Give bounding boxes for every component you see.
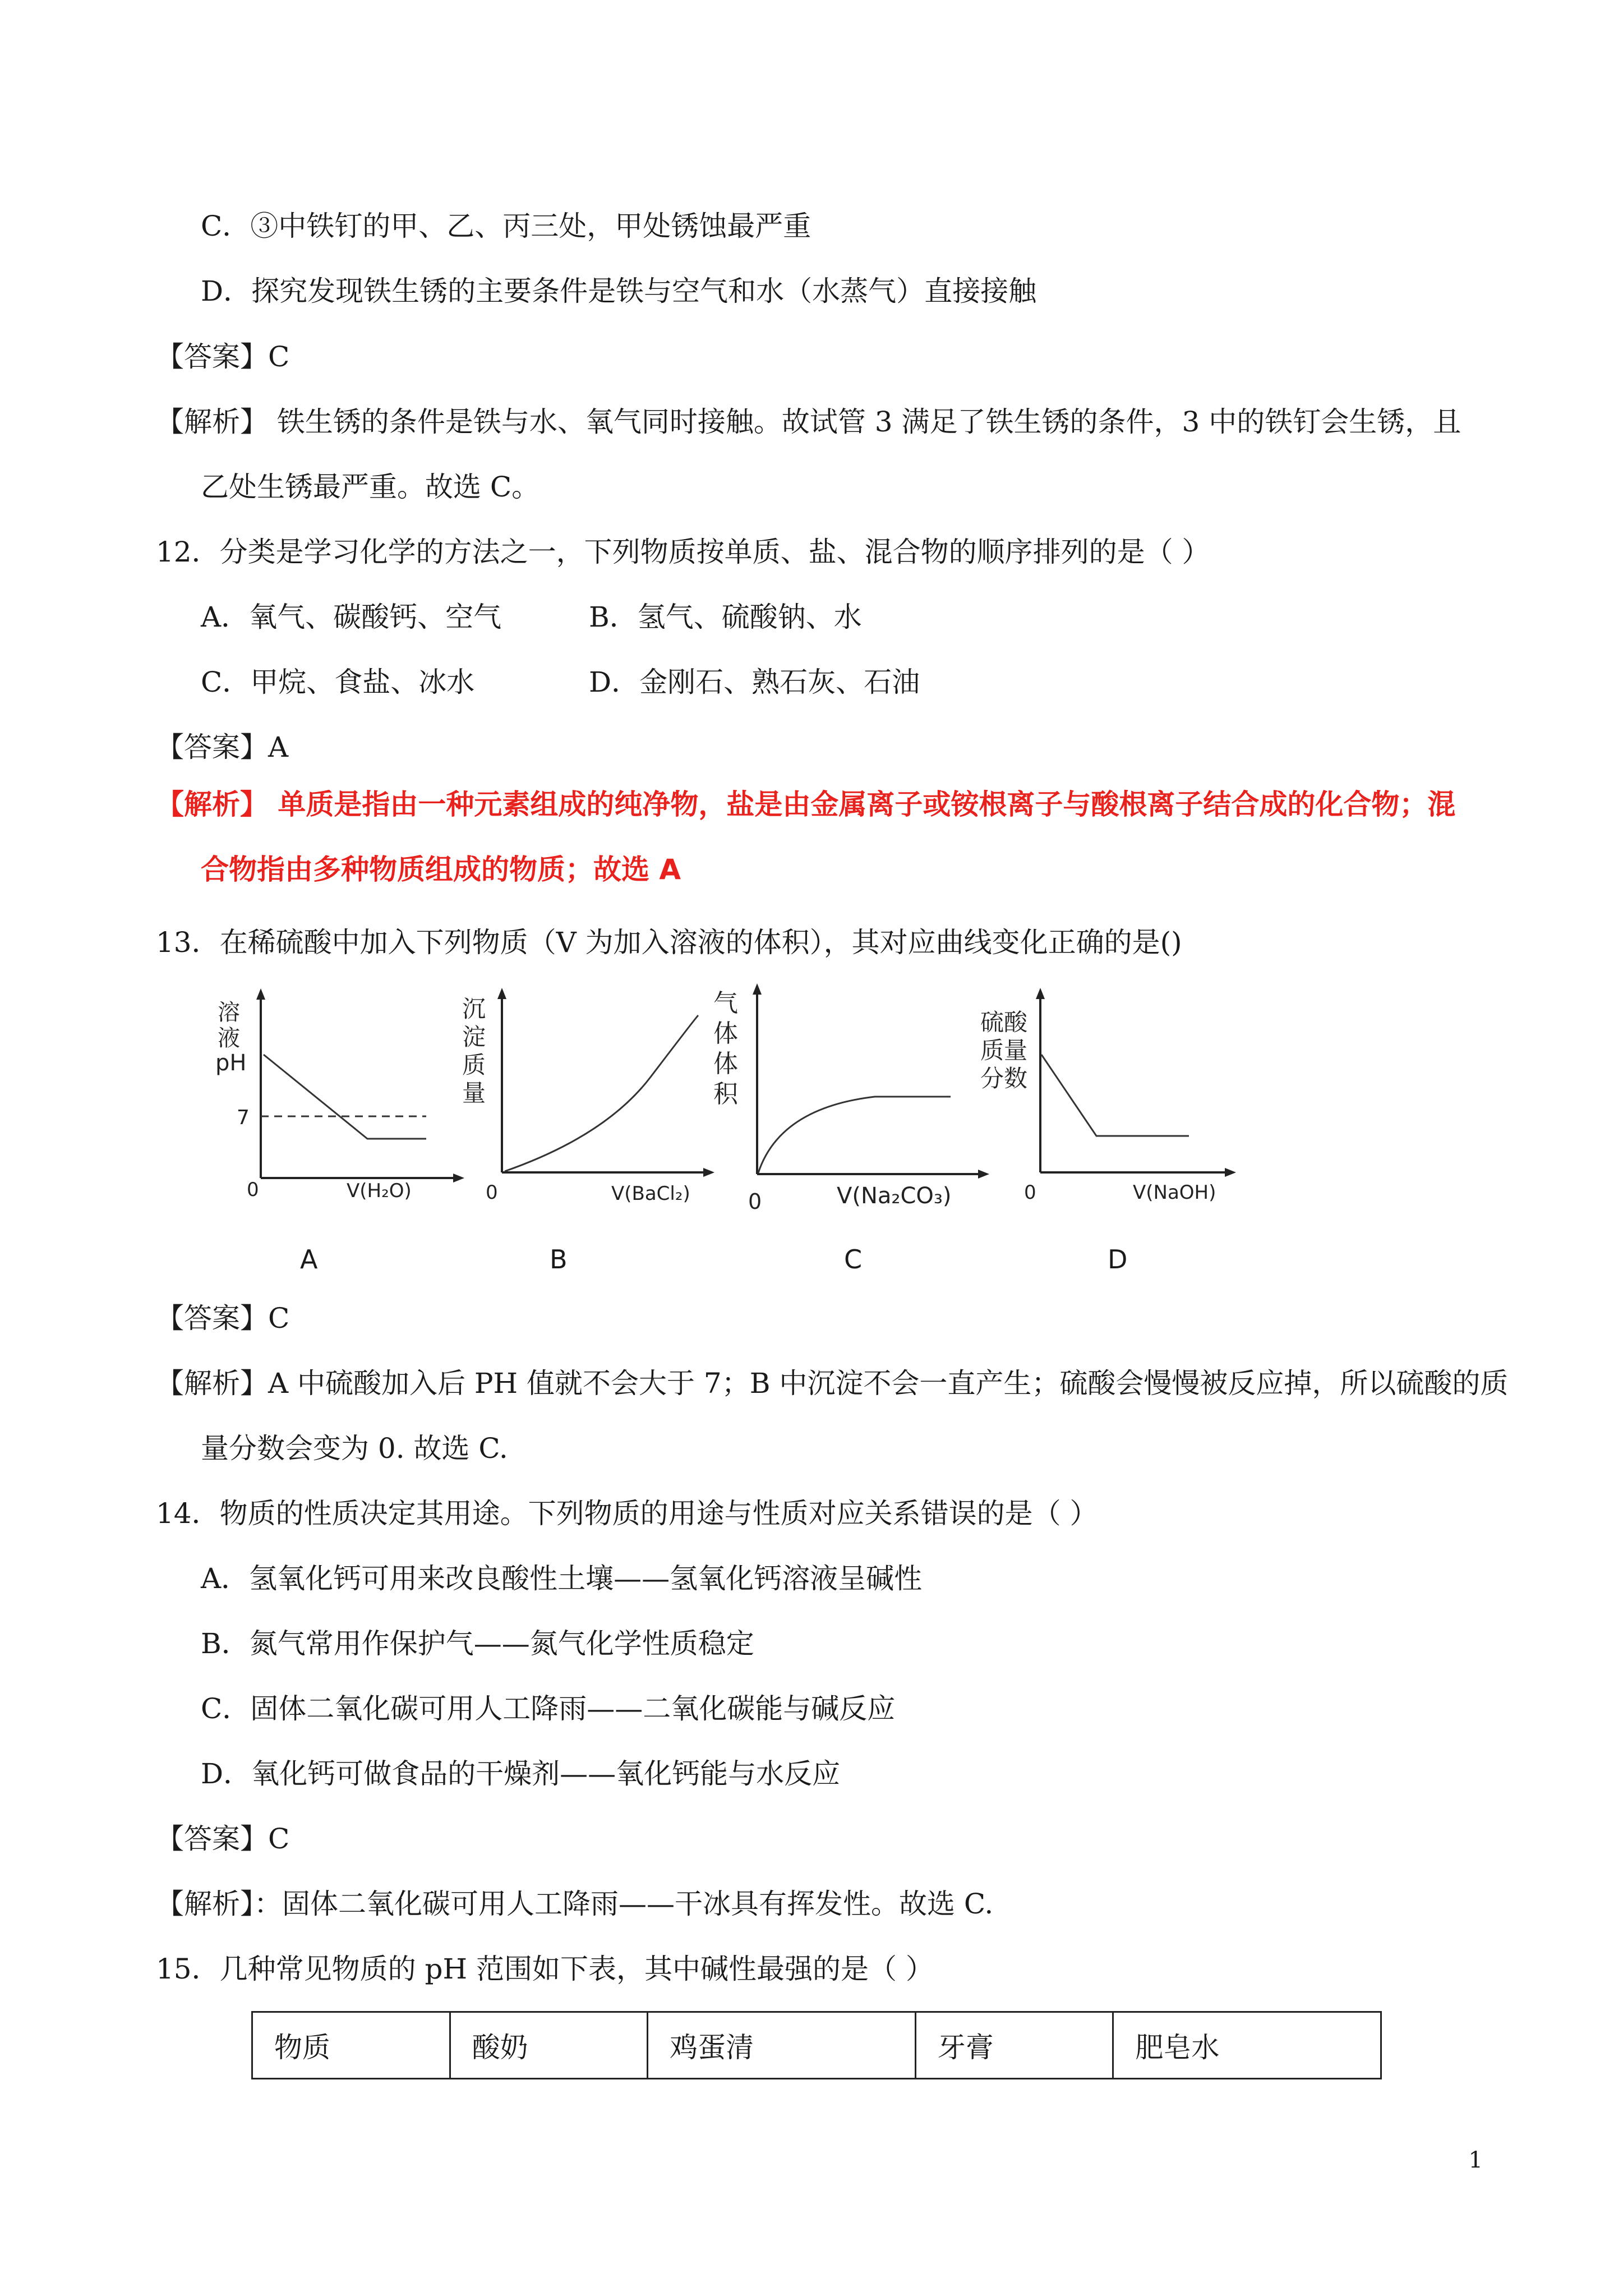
q11-answer: 【答案】C bbox=[156, 341, 290, 373]
q13-graph-d bbox=[965, 984, 1245, 1220]
graph-c-ylabel-1: 气 bbox=[713, 989, 738, 1018]
page-number: 1 bbox=[1468, 2147, 1483, 2173]
graph-c-origin: 0 bbox=[748, 1189, 762, 1214]
q13-answer: 【答案】C bbox=[156, 1302, 290, 1335]
q12-option-c: C．甲烷、食盐、冰水 bbox=[201, 666, 475, 698]
graph-b-curve bbox=[505, 1015, 698, 1171]
graph-caption-b: B bbox=[550, 1244, 568, 1274]
q13-stem: 13．在稀硫酸中加入下列物质（V 为加入溶液的体积），其对应曲线变化正确的是() bbox=[156, 926, 1182, 959]
graph-c-ylabel-2: 体 bbox=[713, 1019, 738, 1048]
q12-answer: 【答案】A bbox=[156, 731, 289, 763]
graph-c-ylabel-4: 积 bbox=[713, 1080, 738, 1108]
q11-option-c: C．③中铁钉的甲、乙、丙三处，甲处锈蚀最严重 bbox=[201, 210, 811, 242]
graph-a-tick-7: 7 bbox=[237, 1106, 250, 1129]
graph-a-ylabel-1: 溶 bbox=[218, 1000, 240, 1025]
q12-analysis-line1: 【解析】 单质是指由一种元素组成的纯净物，盐是由金属离子或铵根离子与酸根离子结合成的化合物；混 bbox=[156, 788, 1456, 821]
graph-caption-a: A bbox=[300, 1244, 318, 1274]
q12-option-b: B．氢气、硫酸钠、水 bbox=[589, 601, 862, 633]
graph-b-ylabel-4: 量 bbox=[462, 1079, 486, 1107]
graph-d-ylabel-3: 分数 bbox=[980, 1065, 1028, 1092]
graph-a-origin: 0 bbox=[247, 1179, 259, 1201]
q11-analysis-line1: 【解析】 铁生锈的条件是铁与水、氧气同时接触。故试管 3 满足了铁生锈的条件，3 中的铁钉会生锈，且 bbox=[156, 406, 1461, 438]
graph-a-curve bbox=[264, 1055, 426, 1139]
q14-option-c: C．固体二氧化碳可用人工降雨——二氧化碳能与碱反应 bbox=[201, 1692, 896, 1725]
q13-graph-b bbox=[449, 984, 718, 1220]
q13-graph-c bbox=[701, 979, 1004, 1226]
graph-caption-c: C bbox=[844, 1244, 863, 1274]
graph-b-origin: 0 bbox=[486, 1181, 498, 1204]
q13-graph-a bbox=[213, 987, 465, 1217]
table-row bbox=[252, 2012, 1381, 2079]
graph-c-ylabel-3: 体 bbox=[713, 1050, 738, 1078]
graph-d-ylabel-2: 质量 bbox=[980, 1037, 1028, 1064]
graph-b-xlabel: V(BaCl₂) bbox=[611, 1182, 690, 1205]
q13-analysis-line2: 量分数会变为 0. 故选 C. bbox=[201, 1432, 508, 1465]
q13-analysis-line1: 【解析】A 中硫酸加入后 PH 值就不会大于 7；B 中沉淀不会一直产生；硫酸会慢慢被反应掉，所以硫酸的质 bbox=[156, 1367, 1509, 1400]
q14-option-b: B．氮气常用作保护气——氮气化学性质稳定 bbox=[201, 1627, 754, 1660]
graph-a-ylabel-2: 液 bbox=[218, 1025, 240, 1051]
q14-option-d: D．氧化钙可做食品的干燥剂——氧化钙能与水反应 bbox=[201, 1757, 841, 1790]
q14-answer: 【答案】C bbox=[156, 1823, 290, 1855]
q14-option-a: A．氢氧化钙可用来改良酸性土壤——氢氧化钙溶液呈碱性 bbox=[201, 1562, 923, 1595]
table-cell-egg-white: 鸡蛋清 bbox=[648, 2012, 916, 2079]
q12-option-d: D．金刚石、熟石灰、石油 bbox=[589, 666, 920, 698]
ph-table bbox=[251, 2011, 1382, 2079]
q12-stem: 12．分类是学习化学的方法之一，下列物质按单质、盐、混合物的顺序排列的是（ ） bbox=[156, 536, 1210, 568]
q15-stem: 15．几种常见物质的 pH 范围如下表，其中碱性最强的是（ ） bbox=[156, 1953, 934, 1985]
q12-analysis-line2: 合物指由多种物质组成的物质；故选 A bbox=[201, 853, 681, 886]
graph-a-ylabel-3: pH bbox=[215, 1050, 247, 1076]
graph-caption-d: D bbox=[1108, 1244, 1128, 1274]
graph-b-ylabel-1: 沉 bbox=[462, 995, 486, 1023]
q14-stem: 14．物质的性质决定其用途。下列物质的用途与性质对应关系错误的是（ ） bbox=[156, 1497, 1098, 1530]
q12-option-a: A．氧气、碳酸钙、空气 bbox=[201, 601, 502, 633]
graph-b-ylabel-3: 质 bbox=[462, 1051, 486, 1079]
graph-c-xlabel: V(Na₂CO₃) bbox=[837, 1183, 952, 1209]
q14-analysis: 【解析】：固体二氧化碳可用人工降雨——干冰具有挥发性。故选 C. bbox=[156, 1888, 994, 1920]
graph-d-ylabel-1: 硫酸 bbox=[980, 1009, 1028, 1036]
graph-b-ylabel-2: 淀 bbox=[462, 1023, 486, 1051]
graph-c-curve bbox=[758, 1097, 951, 1173]
table-cell-yogurt: 酸奶 bbox=[450, 2012, 648, 2079]
graph-d-curve bbox=[1041, 1055, 1189, 1136]
q11-analysis-line2: 乙处生锈最严重。故选 C。 bbox=[201, 471, 540, 503]
graph-a-xlabel: V(H₂O) bbox=[347, 1180, 412, 1202]
table-cell-toothpaste: 牙膏 bbox=[915, 2012, 1113, 2079]
q11-option-d: D．探究发现铁生锈的主要条件是铁与空气和水（水蒸气）直接接触 bbox=[201, 275, 1037, 307]
table-cell-substance: 物质 bbox=[252, 2012, 450, 2079]
graph-d-xlabel: V(NaOH) bbox=[1133, 1181, 1216, 1204]
graph-d-origin: 0 bbox=[1024, 1181, 1036, 1204]
table-cell-soap-water: 肥皂水 bbox=[1113, 2012, 1381, 2079]
